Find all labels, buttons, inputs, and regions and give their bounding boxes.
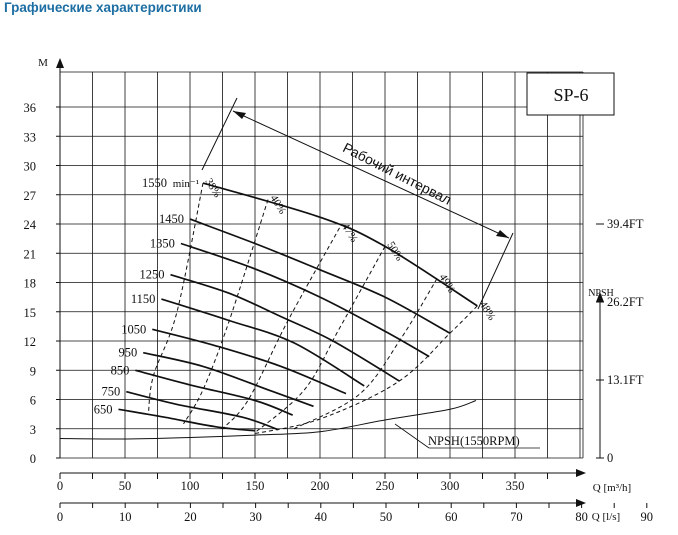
speed-curve-1250: [171, 275, 400, 381]
operating-range-arrow: [233, 111, 246, 119]
x-tick-label: 300: [440, 479, 460, 493]
speed-label-950: 950: [118, 345, 138, 360]
x-tick-label: 100: [180, 479, 200, 493]
x-axis-label: Q [m³/h]: [592, 482, 632, 494]
y-tick-label: 36: [23, 101, 36, 115]
speed-curve-850: [135, 370, 292, 415]
y-tick-label: 18: [23, 276, 36, 291]
speed-label-1150: 1150: [130, 292, 156, 307]
operating-range-arrow: [496, 230, 509, 238]
x2-tick-label: 60: [444, 510, 458, 524]
y-tick-label: 12: [23, 335, 36, 349]
x2-tick-label: 80: [575, 510, 588, 524]
npsh-curve-label: NPSH(1550RPM): [428, 434, 520, 448]
y-axis-label: M: [38, 57, 48, 69]
efficiency-label: 48%: [476, 299, 498, 323]
x2-tick-label: 90: [640, 510, 654, 524]
x-tick-label: 150: [245, 479, 265, 493]
efficiency-label: 49%: [436, 271, 458, 296]
x2-tick-label: 70: [510, 510, 523, 524]
efficiency-curve: [223, 228, 340, 429]
npsh-curve: [60, 401, 476, 440]
speed-curve-650: [119, 409, 256, 430]
speed-label-750: 750: [101, 384, 121, 399]
npsh-tick-label: 13.1FT: [607, 373, 644, 387]
x2-tick-label: 20: [184, 510, 197, 524]
x2-tick-label: 50: [379, 510, 393, 524]
x-tick-label: 50: [118, 479, 132, 493]
efficiency-label: 40%: [267, 192, 289, 217]
y-tick-label: 27: [23, 188, 36, 203]
speed-label-850: 850: [110, 363, 130, 378]
curves: [60, 73, 614, 448]
y-tick-label: 3: [29, 422, 36, 437]
npsh-tick-label: 0: [607, 451, 614, 465]
y-tick-label: 9: [29, 364, 36, 379]
npsh-tick-label: 39.4FT: [607, 217, 644, 231]
operating-range-line: [233, 111, 509, 238]
efficiency-label: 38%: [202, 176, 224, 200]
y-tick-label: 6: [29, 393, 36, 408]
page-title: Графические характеристики: [4, 0, 202, 15]
y-tick-label: 15: [23, 305, 36, 320]
x-tick-label: 250: [375, 479, 395, 493]
speed-label-1550: 1550: [142, 176, 167, 191]
x-tick-label: 200: [310, 479, 330, 493]
speed-label-650: 650: [93, 402, 113, 417]
x2-axis-arrow: [576, 499, 586, 507]
efficiency-label: 47%: [338, 221, 360, 245]
y-tick-label: 0: [29, 452, 36, 466]
speed-unit-label: min⁻¹: [172, 178, 199, 191]
x-tick-label: 350: [505, 479, 525, 493]
y-tick-label: 30: [23, 159, 36, 174]
y-axis-arrow: [56, 58, 64, 68]
efficiency-label: 50%: [384, 239, 406, 264]
efficiency-curve: [294, 279, 437, 429]
speed-label-1450: 1450: [159, 212, 184, 227]
operating-range-extension: [478, 233, 513, 309]
x2-tick-label: 0: [56, 510, 64, 524]
y-tick-label: 33: [23, 130, 36, 145]
operating-range-label: Рабочий интервал: [340, 139, 455, 208]
npsh-tick-label: 26.2FT: [607, 295, 644, 309]
y-tick-label: 21: [23, 247, 36, 262]
speed-label-1350: 1350: [149, 236, 175, 251]
x-axis-arrow: [576, 469, 586, 477]
npsh-leader-line: [395, 424, 429, 448]
x-tick-label: 0: [56, 479, 64, 493]
grid: [60, 72, 583, 458]
axes: [56, 58, 678, 508]
x2-tick-label: 10: [118, 510, 132, 524]
npsh-axis-label: NPSH: [588, 288, 614, 299]
x2-tick-label: 40: [314, 510, 328, 524]
x2-axis-label: Q [l/s]: [591, 511, 621, 523]
speed-label-1050: 1050: [121, 322, 147, 337]
chart-title: SP-6: [553, 85, 589, 105]
y-tick-label: 24: [23, 218, 36, 232]
operating-range-extension: [202, 98, 237, 170]
x2-tick-label: 30: [249, 510, 262, 524]
speed-label-1250: 1250: [139, 267, 165, 282]
